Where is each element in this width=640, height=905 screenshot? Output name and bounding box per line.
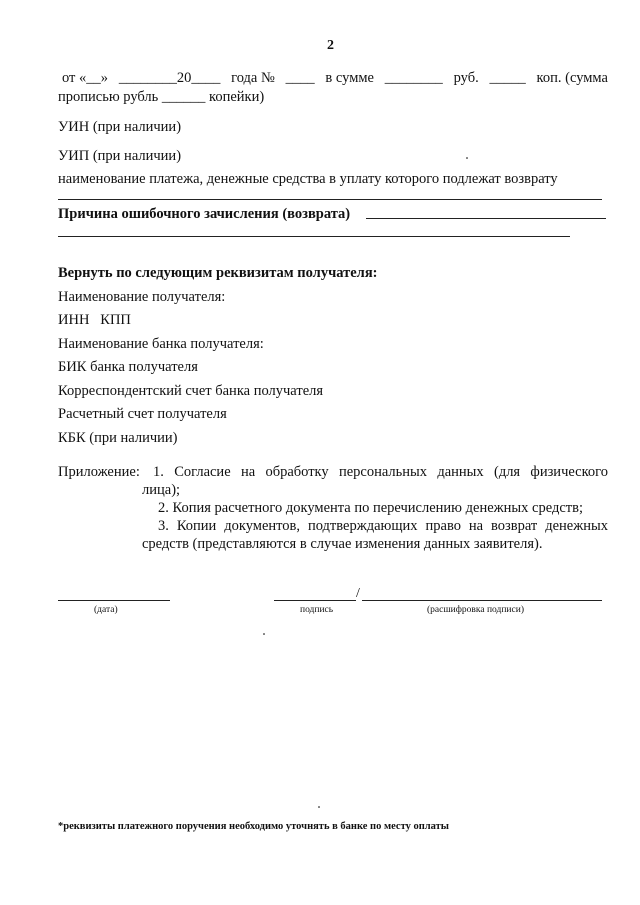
attachment-item-1-cont: лица); — [142, 482, 181, 498]
signature-decode-line — [362, 600, 602, 601]
date-line — [58, 600, 170, 601]
signature-line — [274, 600, 356, 601]
reason-underline — [366, 218, 606, 219]
signature-slash: / — [356, 586, 360, 601]
attachment-item-3: 3. Копии документов, подтверждающих право на возврат денежных — [158, 518, 608, 534]
reason-second-line — [58, 236, 570, 237]
decode-caption: (расшифровка подписи) — [427, 605, 524, 615]
inn-kpp-field: ИНН КПП — [58, 312, 131, 328]
year-blank: ________20____ — [118, 70, 221, 86]
date-caption: (дата) — [94, 605, 118, 615]
rub-label: руб. — [453, 70, 479, 86]
date-sum-line — [62, 70, 608, 87]
sum-label: в сумме — [325, 70, 374, 86]
kbk-field: КБК (при наличии) — [58, 430, 178, 446]
scan-speck — [318, 806, 320, 808]
scan-speck — [263, 633, 265, 635]
page-number: 2 — [327, 38, 334, 53]
from-date-label: от «__» — [62, 70, 109, 86]
attachment-item-2: 2. Копия расчетного документа по перечислению денежных средств; — [158, 500, 584, 516]
payment-name-underline — [58, 199, 602, 200]
uip-label: УИП (при наличии) — [58, 148, 182, 164]
corr-account-field: Корреспондентский счет банка получателя — [58, 383, 324, 399]
recipient-heading: Вернуть по следующим реквизитам получателя: — [58, 265, 378, 281]
bank-name-field: Наименование банка получателя: — [58, 336, 264, 352]
sum-in-words-line: прописью рубль ______ копейки) — [58, 89, 265, 105]
attachments-label: Приложение: — [58, 464, 140, 480]
bik-field: БИК банка получателя — [58, 359, 198, 375]
reason-label: Причина ошибочного зачисления (возврата) — [58, 206, 351, 222]
kop-blank: _____ — [489, 70, 526, 86]
signature-caption: подпись — [300, 605, 334, 615]
footnote: *реквизиты платежного поручения необходимо уточнять в банке по месту оплаты — [58, 821, 449, 832]
uin-label: УИН (при наличии) — [58, 119, 182, 135]
attachment-item-3-cont: средств (представляются в случае изменения данных заявителя). — [142, 536, 543, 552]
recipient-name-field: Наименование получателя: — [58, 289, 226, 305]
number-blank: ____ — [285, 70, 315, 86]
payment-name-label: наименование платежа, денежные средства в уплату которого подлежат возврату — [58, 171, 558, 187]
scan-speck — [466, 157, 468, 159]
attachment-item-1: 1. Согласие на обработку персональных данных (для физического — [153, 464, 608, 480]
year-number-label: года № — [231, 70, 275, 86]
kop-label: коп. (сумма — [536, 70, 608, 86]
sum-blank: ________ — [384, 70, 443, 86]
settlement-account-field: Расчетный счет получателя — [58, 406, 227, 422]
